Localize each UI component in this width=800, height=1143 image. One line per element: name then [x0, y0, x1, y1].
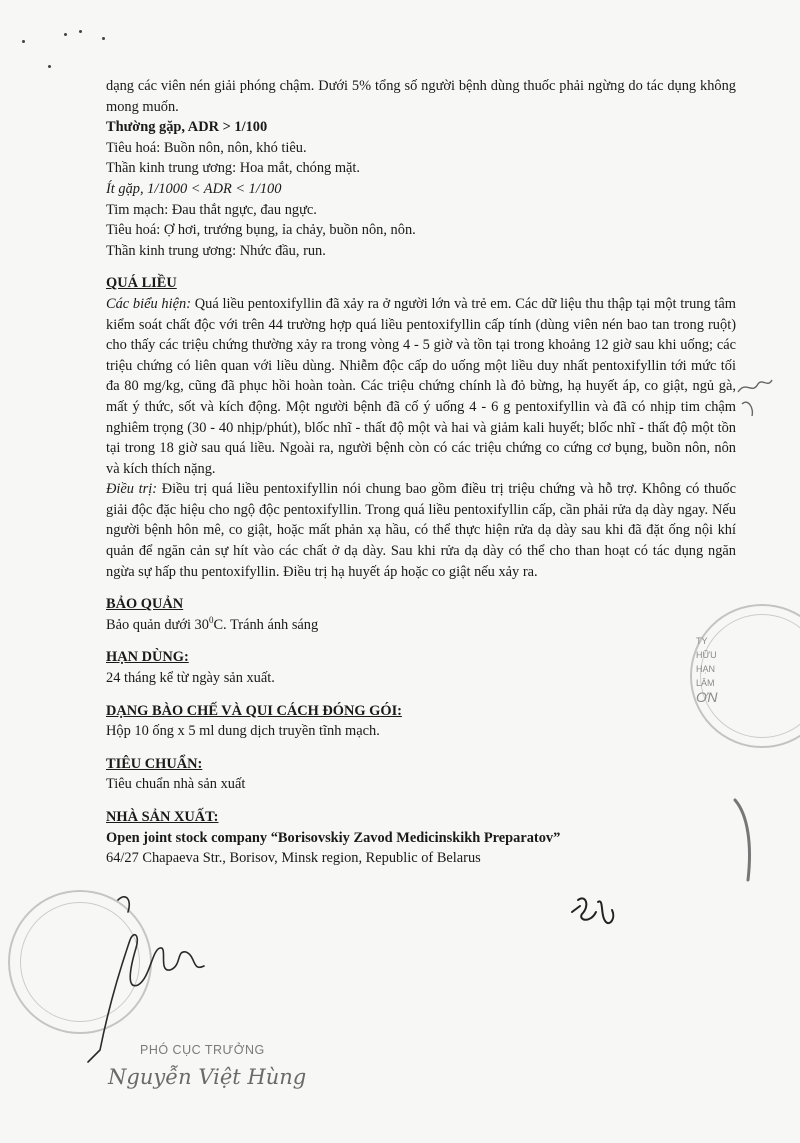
official-signature — [88, 897, 204, 1062]
common-item: Tiêu hoá: Buồn nôn, nôn, khó tiêu. — [106, 139, 307, 156]
uncommon-item: Thần kinh trung ương: Nhức đầu, run. — [106, 242, 326, 259]
uncommon-item: Tim mạch: Đau thắt ngực, đau ngực. — [106, 201, 317, 218]
packaging-heading: DẠNG BÀO CHẾ VÀ QUI CÁCH ĐÓNG GÓI: — [106, 702, 402, 719]
storage-text-part: Bảo quản dưới 30 — [106, 616, 209, 633]
symptoms-text: Quá liều pentoxifyllin đã xảy ra ở người lớn và trẻ em. Các dữ liệu thu thập tại một trung tâm kiểm soát chất độc với trên 44 trường hợp quá liều pentoxifyllin cấp tính (dùng viên nén bao tan trong ruột) cho thấy các triệu chứng thường xảy ra trong vòng 4 - 5 giờ và tồn tại trong khoảng 12 giờ sau khi uống; các triệu chứng có liên quan với liều dùng. Nhiễm độc cấp do uống một liều duy nhất pentoxifyllin tới mức tối đa 80 mg/kg, cũng đã phục hồi hoàn toàn. Các triệu chứng chính là đỏ bừng, hạ huyết áp, co giật, ngủ gà, mất ý thức, sốt và kích động. Một người bệnh đã cố ý uống 4 - 6 g pentoxifyllin và đã có nhịp tim chậm nghiêm trọng (30 - 40 nhịp/phút), blốc nhĩ - thất độ một và hai và giảm kali huyết; blốc nhĩ - thất độ một tồn tại trong 18 giờ sau quá liều. Ngoài ra, người bệnh còn có các triệu chứng co cứng cơ bụng, buồn nôn, nôn và kích thích nặng. — [106, 295, 736, 477]
common-frequency-heading: Thường gặp, ADR > 1/100 — [106, 119, 268, 136]
signatory-name: Nguyễn Việt Hùng — [108, 1065, 307, 1089]
manufacturer-heading: NHÀ SẢN XUẤT: — [106, 809, 219, 825]
signatory-title: PHÓ CỤC TRƯỞNG — [140, 1043, 265, 1057]
overdose-heading: QUÁ LIỀU — [106, 275, 177, 292]
manufacturer-name: Open joint stock company “Borisovskiy Zavod Medicinskikh Preparatov” — [106, 829, 561, 846]
seal-line: TY — [696, 636, 708, 646]
packaging-text: Hộp 10 ống x 5 ml dung dịch truyền tĩnh mạch. — [106, 723, 380, 740]
common-item: Thần kinh trung ương: Hoa mắt, chóng mặt. — [106, 160, 361, 177]
margin-initial-mark — [738, 380, 772, 416]
margin-bracket-mark — [735, 800, 749, 880]
initials-signature — [572, 898, 613, 923]
seal-line: ƠN — [696, 689, 718, 705]
manufacturer-address: 64/27 Chapaeva Str., Borisov, Minsk region, Republic of Belarus — [106, 850, 481, 867]
uncommon-frequency-heading: Ít gặp, 1/1000 < ADR < 1/100 — [106, 180, 282, 197]
symptoms-label: Các biểu hiện: — [106, 295, 192, 312]
treatment-text: Điều trị quá liều pentoxifyllin nói chung bao gồm điều trị triệu chứng và hỗ trợ. Không có thuốc giải độc đặc hiệu cho ngộ độc pentoxifyllin. Trong quá liều pentoxifyllin cấp, cần phải rửa dạ dày ngay. Nếu người bệnh hôn mê, co giật, hoặc mất phản xạ hầu, có thể thực hiện rửa dạ dày sau khi đã đặt ống nội khí quản để ngăn cản sự hít vào các chất ở dạ dày. Sau khi rửa dạ dày có thể cho than hoạt có tác dụng ngăn ngừa sự hấp thu pentoxifyllin. Điều trị hạ huyết áp hoặc co giật nếu xảy ra. — [106, 481, 736, 580]
storage-heading: BẢO QUẢN — [106, 596, 184, 613]
seal-line: HỮU HẠN — [696, 650, 717, 674]
standard-text: Tiêu chuẩn nhà sản xuất — [106, 776, 246, 793]
uncommon-item: Tiêu hoá: Ợ hơi, trướng bụng, ỉa chảy, buồn nôn, nôn. — [106, 222, 416, 239]
storage-text-part: C. Tránh ánh sáng — [213, 616, 319, 633]
shelf-life-heading: HẠN DÙNG: — [106, 649, 189, 666]
treatment-label: Điều trị: — [106, 481, 158, 498]
shelf-life-text: 24 tháng kể từ ngày sản xuất. — [106, 670, 275, 687]
side-effects-intro: dạng các viên nén giải phóng chậm. Dưới 5% tổng số người bệnh dùng thuốc phải ngừng do tác dụng không mong muốn. — [106, 78, 736, 115]
standard-heading: TIÊU CHUẨN: — [106, 755, 203, 772]
degree-superscript: 0 — [208, 615, 214, 626]
seal-line: LÂM — [696, 678, 715, 688]
